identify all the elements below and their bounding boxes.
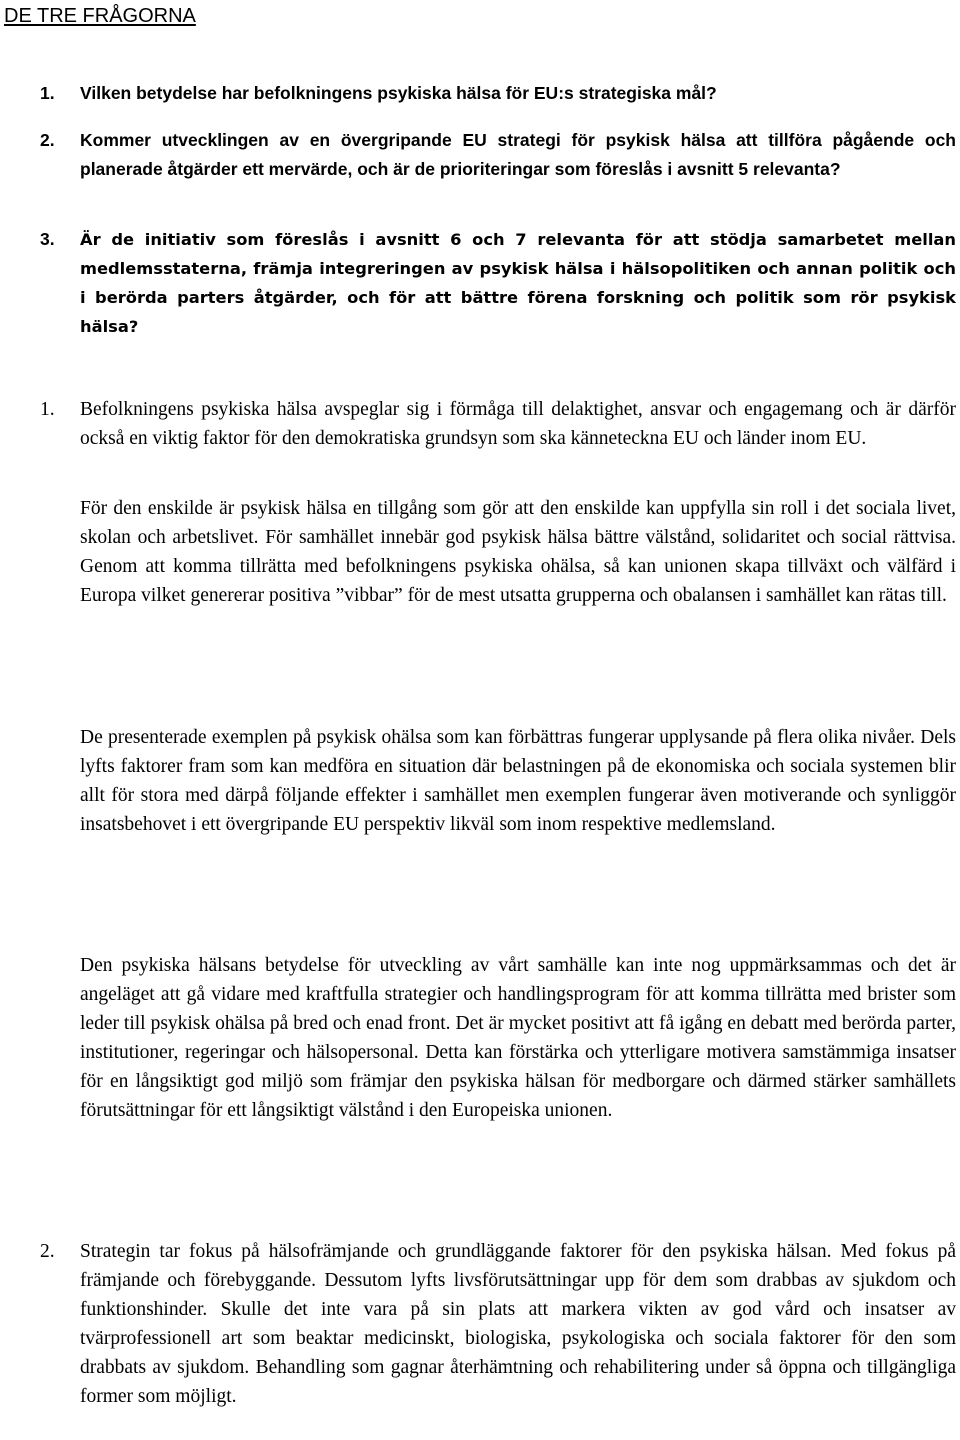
answer-number: 1.	[40, 399, 55, 420]
answer-text: Strategin tar fokus på hälsofrämjande och grundläggande faktorer för den psykiska hälsan. Med fokus på främjande och förebyggande. Dessutom lyfts livsförutsättningar upp för dem som drabbas av sjukdom och funktionshinder. Skulle det inte vara på sin plats att markera vikten av god vård och insatser av tvärprofessionell art som beaktar medicinskt, biologiska, psykologiska och sociala faktorer för den som drabbats av sjukdom. Behandling som gagnar återhämtning och rehabilitering under så öppna och tillgängliga former som möjligt.	[80, 1241, 956, 1407]
answer-text: Befolkningens psykiska hälsa avspeglar sig i förmåga till delaktighet, ansvar och engagemang och är därför också en viktig faktor för den demokratiska grundsyn som ska känneteckna EU och länder inom EU.	[80, 399, 956, 449]
question-1	[40, 79, 956, 108]
document-title: DE TRE FRÅGORNA	[4, 5, 196, 27]
question-2	[40, 126, 956, 184]
question-text: Vilken betydelse har befolkningens psykiska hälsa för EU:s strategiska mål?	[80, 83, 717, 103]
question-text: Är de initiativ som föreslås i avsnitt 6 och 7 relevanta för att stödja samarbetet mellan medlemsstaterna, främja integreringen av psykisk hälsa i hälsopolitiken och annan politik och i berörda parters åtgärder, och för att bättre förena forskning och politik som rör psykisk hälsa?	[80, 230, 956, 336]
answer-number: 2.	[40, 1241, 55, 1262]
answer-1-intro	[40, 395, 956, 453]
question-number: 1.	[40, 83, 55, 103]
answer-2	[40, 1237, 956, 1411]
question-number: 3.	[40, 229, 55, 249]
question-3	[40, 225, 956, 341]
question-number: 2.	[40, 130, 55, 150]
answer-1-paragraph: Den psykiska hälsans betydelse för utveckling av vårt samhälle kan inte nog uppmärksammas och det är angeläget att gå vidare med kraftfulla strategier och handlingsprogram för att komma tillrätta med brister som leder till psykisk ohälsa på bred och enad front. Det är mycket positivt att få igång en debatt med berörda parter, institutioner, regeringar och hälsopersonal. Detta kan förstärka och ytterligare motivera samstämmiga insatser för en långsiktigt god miljö som främjar den psykiska hälsan för medborgare och därmed stärker samhällets förutsättningar för ett långsiktigt välstånd i den Europeiska unionen.	[80, 955, 956, 1121]
question-text: Kommer utvecklingen av en övergripande EU strategi för psykisk hälsa att tillföra pågående och planerade åtgärder ett mervärde, och är de prioriteringar som föreslås i avsnitt 5 relevanta?	[80, 130, 956, 179]
answer-1-paragraph: De presenterade exemplen på psykisk ohälsa som kan förbättras fungerar upplysande på flera olika nivåer. Dels lyfts faktorer fram som kan medföra en situation där belastningen på de ekonomiska och sociala systemen blir allt för stora med därpå följande effekter i samhället men exemplen fungerar även motiverande och synliggör insatsbehovet i ett övergripande EU perspektiv likväl som inom respektive medlemsland.	[80, 727, 956, 835]
answer-1-paragraph: För den enskilde är psykisk hälsa en tillgång som gör att den enskilde kan uppfylla sin roll i det sociala livet, skolan och arbetslivet. För samhället innebär god psykisk hälsa bättre välstånd, solidaritet och social rättvisa. Genom att komma tillrätta med befolkningens psykiska ohälsa, så kan unionen skapa tillväxt och välfärd i Europa vilket genererar positiva ”vibbar” för de mest utsatta grupperna och obalansen i samhället kan rätas till.	[80, 498, 956, 606]
